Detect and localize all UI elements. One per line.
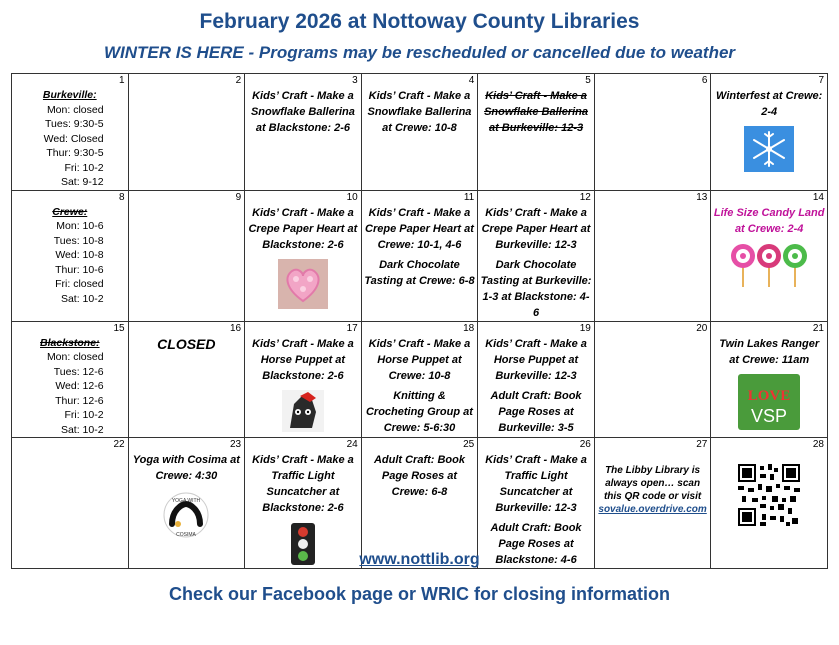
- day-cell-5: [478, 74, 595, 191]
- day-cell-7: [711, 74, 828, 191]
- event-text: Kids’ Craft - Make a Crepe Paper Heart at Burkeville: 12-3: [481, 206, 591, 251]
- day-cell-12: [478, 190, 595, 321]
- day-number: 3: [352, 75, 358, 86]
- day-number: 19: [579, 322, 591, 334]
- event-text: Adult Craft: Book Page Roses at Blackstone: 4-6: [490, 522, 582, 566]
- event-text: Kids’ Craft - Make a Horse Puppet at Burkeville: 12-3: [485, 337, 587, 382]
- day-number: 27: [696, 439, 708, 450]
- hours-heading: Crewe:: [52, 205, 88, 218]
- crewe-hours: [12, 191, 128, 307]
- day-number: 5: [585, 75, 591, 86]
- event-text: Adult Craft: Book Page Roses at Burkeville: 3-5: [490, 389, 582, 434]
- day-number: 25: [463, 439, 475, 450]
- event-text: Life Size Candy Land at Crewe: 2-4: [713, 206, 825, 235]
- hours-line: Wed: 12-6: [55, 380, 104, 392]
- day-cell-9: [128, 190, 245, 321]
- day-cell-6: [594, 74, 711, 191]
- day-number: 23: [230, 439, 242, 450]
- event-text: Kids’ Craft - Make a Horse Puppet at Crewe: 10-8: [368, 337, 471, 382]
- hours-line: Sat: 10-2: [60, 423, 104, 436]
- week-row: [12, 74, 828, 191]
- event-text: Kids’ Craft - Make a Horse Puppet at Blackstone: 2-6: [252, 337, 354, 382]
- day-number: 26: [579, 439, 591, 450]
- paper-heart-image: [278, 259, 328, 309]
- day-cell-2: [128, 74, 245, 191]
- hours-line: Tues: 10-8: [53, 234, 104, 247]
- day-number: 28: [812, 439, 824, 450]
- day-number: 18: [463, 322, 475, 334]
- day-cell-21: [711, 321, 828, 438]
- event-text: Dark Chocolate Tasting at Burkeville: 1-3 at Blackstone: 4-6: [480, 258, 592, 319]
- event-text: Kids’ Craft - Make a Traffic Light Suncatcher at Burkeville: 12-3: [485, 454, 587, 514]
- libby-text: The Libby Library is always open… scan this QR code or visit: [603, 465, 702, 502]
- day-number: 1: [119, 75, 125, 86]
- day-cell-10: [245, 190, 362, 321]
- day-cell-1: [12, 74, 129, 191]
- day-cell-17: [245, 321, 362, 438]
- svg-text:YOGA WITH: YOGA WITH: [172, 498, 201, 504]
- lollipops-icon: [729, 243, 809, 287]
- day-number: 24: [346, 439, 358, 450]
- day-number: 15: [113, 322, 125, 334]
- day-number: 9: [235, 191, 242, 203]
- day-number: 10: [346, 191, 358, 203]
- hours-line: Fri: 10-2: [64, 409, 104, 421]
- library-website-link[interactable]: www.nottlib.org: [359, 551, 480, 568]
- hours-line: Thur: 9:30-5: [46, 147, 104, 159]
- hours-line: Wed: Closed: [43, 132, 104, 145]
- week-row: [12, 321, 828, 438]
- hours-line: Thur: 12-6: [55, 394, 104, 407]
- hours-line: Mon: 10-6: [56, 220, 104, 232]
- day-cell-22: [12, 438, 129, 569]
- day-cell-3: [245, 74, 362, 191]
- day-number: 14: [812, 191, 824, 203]
- day-number: 11: [463, 191, 475, 203]
- closing-info: Check our Facebook page or WRIC for closing information: [168, 584, 671, 604]
- day-cell-14: [711, 190, 828, 321]
- day-number: 22: [113, 439, 125, 450]
- svg-text:COSIMA: COSIMA: [176, 532, 197, 538]
- hours-line: Sat: 9-12: [60, 176, 104, 188]
- hours-heading: Blackstone:: [40, 336, 100, 349]
- day-cell-18: [361, 321, 478, 438]
- hours-line: Tues: 9:30-5: [45, 118, 104, 130]
- page-title: February 2026 at Nottoway County Libraries: [199, 10, 640, 33]
- day-cell-27: [594, 438, 711, 569]
- event-text: Kids’ Craft - Make a Snowflake Ballerina at Blackstone: 2-6: [250, 90, 355, 134]
- event-text: Kids’ Craft - Make a Traffic Light Suncatcher at Blackstone: 2-6: [252, 454, 354, 514]
- day-number: 12: [579, 191, 591, 203]
- horse-puppet-image: [282, 390, 324, 432]
- weather-notice: WINTER IS HERE - Programs may be rescheduled or cancelled due to weather: [103, 43, 736, 62]
- hours-line: Thur: 10-6: [55, 263, 104, 276]
- day-cell-15: [12, 321, 129, 438]
- hours-line: Mon: closed: [46, 103, 104, 116]
- snowflake-icon: [744, 126, 794, 172]
- event-text: Kids’ Craft - Make a Snowflake Ballerina at Crewe: 10-8: [367, 90, 472, 134]
- closed-label: CLOSED: [157, 335, 216, 352]
- day-number: 7: [818, 75, 824, 86]
- day-number: 20: [696, 322, 708, 334]
- event-text: Knitting & Crocheting Group at Crewe: 5-6:30: [365, 389, 473, 434]
- day-number: 8: [119, 191, 125, 203]
- day-cell-28: [711, 438, 828, 569]
- hours-line: Wed: 10-8: [55, 249, 104, 261]
- blackstone-hours: [12, 322, 128, 438]
- day-number: 21: [812, 322, 824, 334]
- event-text: Kids’ Craft - Make a Crepe Paper Heart at Crewe: 10-1, 4-6: [365, 206, 474, 251]
- day-number: 4: [468, 75, 475, 86]
- event-text: Adult Craft: Book Page Roses at Crewe: 6-8: [373, 454, 465, 498]
- svg-text:VSP: VSP: [751, 405, 788, 426]
- hours-line: Fri: closed: [55, 278, 104, 290]
- qr-code-icon[interactable]: [738, 464, 800, 526]
- day-number: 13: [696, 191, 708, 203]
- libby-info: [595, 438, 711, 516]
- week-row: [12, 190, 828, 321]
- hours-line: Sat: 10-2: [60, 292, 104, 305]
- hours-heading: Burkeville:: [42, 89, 97, 101]
- day-cell-25: [361, 438, 478, 569]
- calendar-grid: [11, 73, 828, 569]
- day-cell-24: [245, 438, 362, 569]
- event-text: Twin Lakes Ranger at Crewe: 11am: [719, 337, 820, 366]
- cancelled-event-text: Kids’ Craft - Make a Snowflake Ballerina at Burkeville: 12-3: [484, 90, 588, 134]
- day-number: 6: [701, 75, 708, 86]
- day-cell-20: [594, 321, 711, 438]
- event-text: Winterfest at Crewe: 2-4: [716, 90, 823, 118]
- burkeville-hours: [12, 74, 128, 190]
- day-cell-11: [361, 190, 478, 321]
- day-cell-19: [478, 321, 595, 438]
- hours-line: Tues: 12-6: [53, 365, 104, 378]
- day-cell-26: [478, 438, 595, 569]
- hours-line: Fri: 10-2: [64, 161, 104, 174]
- day-number: 16: [230, 322, 242, 334]
- event-text: Yoga with Cosima at Crewe: 4:30: [132, 454, 240, 482]
- day-cell-13: [594, 190, 711, 321]
- day-cell-23: [128, 438, 245, 569]
- event-text: Kids’ Craft - Make a Crepe Paper Heart at Blackstone: 2-6: [248, 206, 358, 251]
- day-number: 17: [346, 322, 358, 334]
- love-vsp-logo: [738, 374, 800, 430]
- yoga-logo: [158, 490, 214, 540]
- week-row: [12, 438, 828, 569]
- overdrive-link[interactable]: sovalue.overdrive.com: [598, 504, 707, 515]
- day-cell-8: [12, 190, 129, 321]
- event-text: Dark Chocolate Tasting at Crewe: 6-8: [364, 258, 475, 287]
- day-cell-16: [128, 321, 245, 438]
- day-cell-4: [361, 74, 478, 191]
- svg-text:LOVE: LOVE: [747, 387, 791, 404]
- day-number: 2: [235, 75, 242, 86]
- hours-line: Mon: closed: [46, 351, 104, 363]
